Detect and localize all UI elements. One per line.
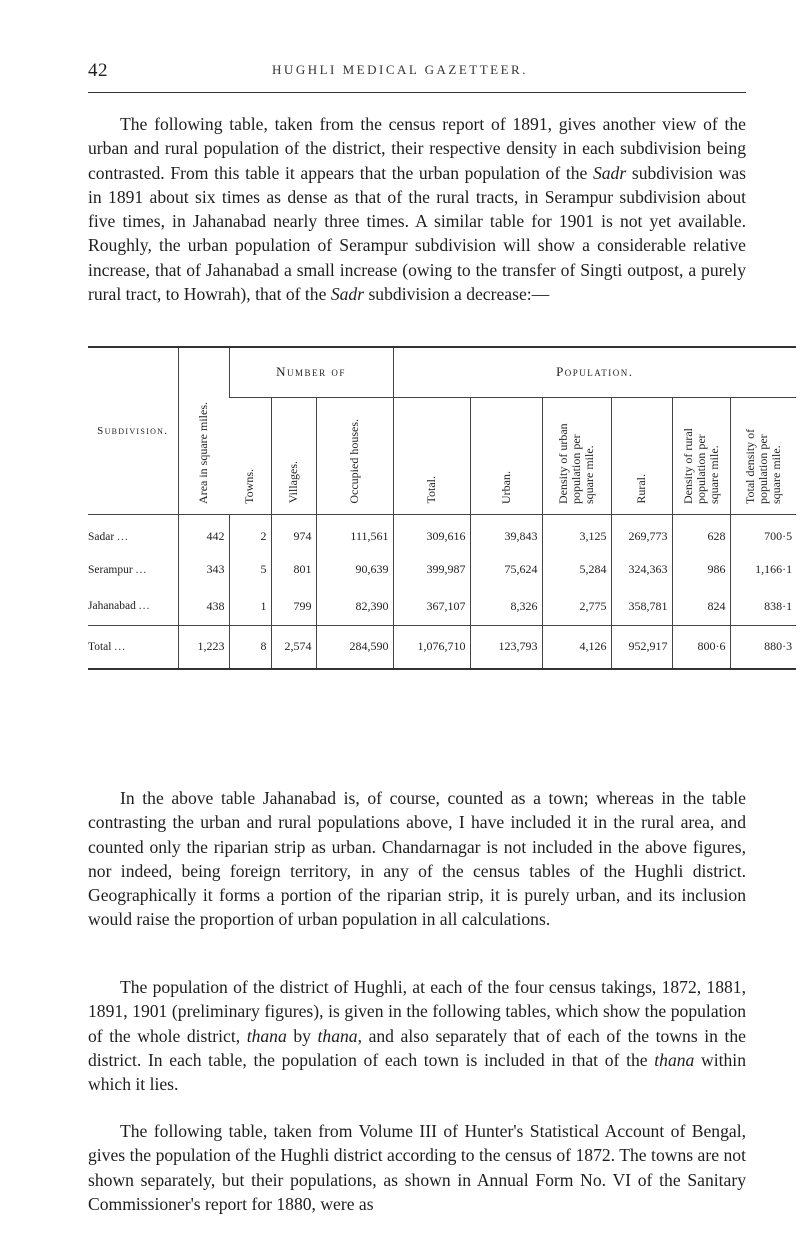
cell-total: 1,076,710 [393,625,470,669]
cell-houses: 82,390 [316,588,393,625]
page-number: 42 [88,60,108,81]
cell-area: 1,223 [178,625,229,669]
towns-header: Towns. [229,397,271,514]
table-row [88,588,796,625]
table-row [88,514,796,551]
total-header: Total. [393,397,470,514]
number-of-header: Number of [229,347,393,397]
row-name: Serampur ... [88,563,148,576]
cell-urban: 8,326 [470,588,542,625]
cell-urban-density: 2,775 [542,588,611,625]
cell-villages: 799 [271,588,316,625]
header-rule [88,92,746,93]
cell-urban: 123,793 [470,625,542,669]
cell-total: 399,987 [393,551,470,588]
cell-area: 438 [178,588,229,625]
row-name: Total ... [88,625,178,669]
population-header: Population. [393,347,796,397]
cell-rural-density: 986 [672,551,730,588]
cell-houses: 111,561 [316,514,393,551]
cell-total-density: 700·5 [730,514,796,551]
cell-total-density: 1,166·1 [730,551,796,588]
row-name: Sadar ... [88,530,129,543]
area-header: Area in square miles. [178,347,229,514]
cell-total-density: 838·1 [730,588,796,625]
cell-total: 309,616 [393,514,470,551]
total-row [88,625,796,669]
cell-villages: 974 [271,514,316,551]
cell-houses: 90,639 [316,551,393,588]
cell-total: 367,107 [393,588,470,625]
cell-towns: 8 [229,625,271,669]
paragraph-jahanabad-note: In the above table Jahanabad is, of course, counted as a town; whereas in the table contrasting the urban and rural populations above, I have included it in the rural area, and counted only the riparian strip as urban. Chandarnagar is not included in the above figures, nor indeed, being foreign territory, in any of the census tables of the Hughli district. Geographically it forms a portion of the riparian strip, it is purely urban, and its inclusion would raise the proportion of urban population in all calculations. [88,788,746,930]
cell-rural: 358,781 [611,588,672,625]
total-density-header: Total density of population per square mile. [730,397,796,514]
urban-header: Urban. [470,397,542,514]
running-title: HUGHLI MEDICAL GAZETTEER. [272,62,528,77]
cell-urban-density: 3,125 [542,514,611,551]
cell-urban-density: 5,284 [542,551,611,588]
paragraph-census-takings: The population of the district of Hughli, at each of the four census takings, 1872, 1881, 1891, 1901 (preliminary figures), is given in the following tables, which show the population of the whole district, thana by thana, and also separately that of each of the towns in the district. In each table, the population of each town is included in that of the thana within which it lies. [88,977,746,1095]
cell-urban-density: 4,126 [542,625,611,669]
rural-header: Rural. [611,397,672,514]
table-row [88,551,796,588]
cell-rural-density: 628 [672,514,730,551]
cell-urban: 75,624 [470,551,542,588]
cell-houses: 284,590 [316,625,393,669]
cell-towns: 5 [229,551,271,588]
cell-area: 442 [178,514,229,551]
houses-header: Occupied houses. [316,397,393,514]
cell-total-density: 880·3 [730,625,796,669]
cell-towns: 2 [229,514,271,551]
cell-villages: 801 [271,551,316,588]
cell-towns: 1 [229,588,271,625]
row-name: Jahanabad ... [88,600,151,613]
cell-urban: 39,843 [470,514,542,551]
cell-villages: 2,574 [271,625,316,669]
subdivision-header: Subdivision. [88,347,178,514]
cell-area: 343 [178,551,229,588]
cell-rural-density: 824 [672,588,730,625]
cell-rural: 952,917 [611,625,672,669]
paragraph-hunter-account: The following table, taken from Volume III of Hunter's Statistical Account of Bengal, gives the population of the Hughli district according to the census of 1872. The towns are not shown separately, but their populations, as shown in Annual Form No. VI of the Sanitary Commissioner's report for 1880, were as [88,1121,746,1214]
population-table [88,346,793,670]
paragraph-intro: The following table, taken from the census report of 1891, gives another view of the urban and rural population of the district, their respective density in each subdivision being contrasted. From this table it appears that the urban population of the Sadr subdivision was in 1891 about six times as dense as that of the rural tracts, in Serampur subdivision about five times, in Jahanabad nearly three times. A similar table for 1901 is not yet available. Roughly, the urban population of Serampur subdivision will show a considerable relative increase, that of Jahanabad a small increase (owing to the transfer of Singti outpost, a purely rural tract, to Howrah), that of the Sadr subdivision a decrease:— [88,114,746,305]
cell-rural: 269,773 [611,514,672,551]
cell-rural: 324,363 [611,551,672,588]
rural-density-header: Density of rural population per square mile. [672,397,730,514]
urban-density-header: Density of urban population per square mile. [542,397,611,514]
cell-rural-density: 800·6 [672,625,730,669]
villages-header: Villages. [271,397,316,514]
